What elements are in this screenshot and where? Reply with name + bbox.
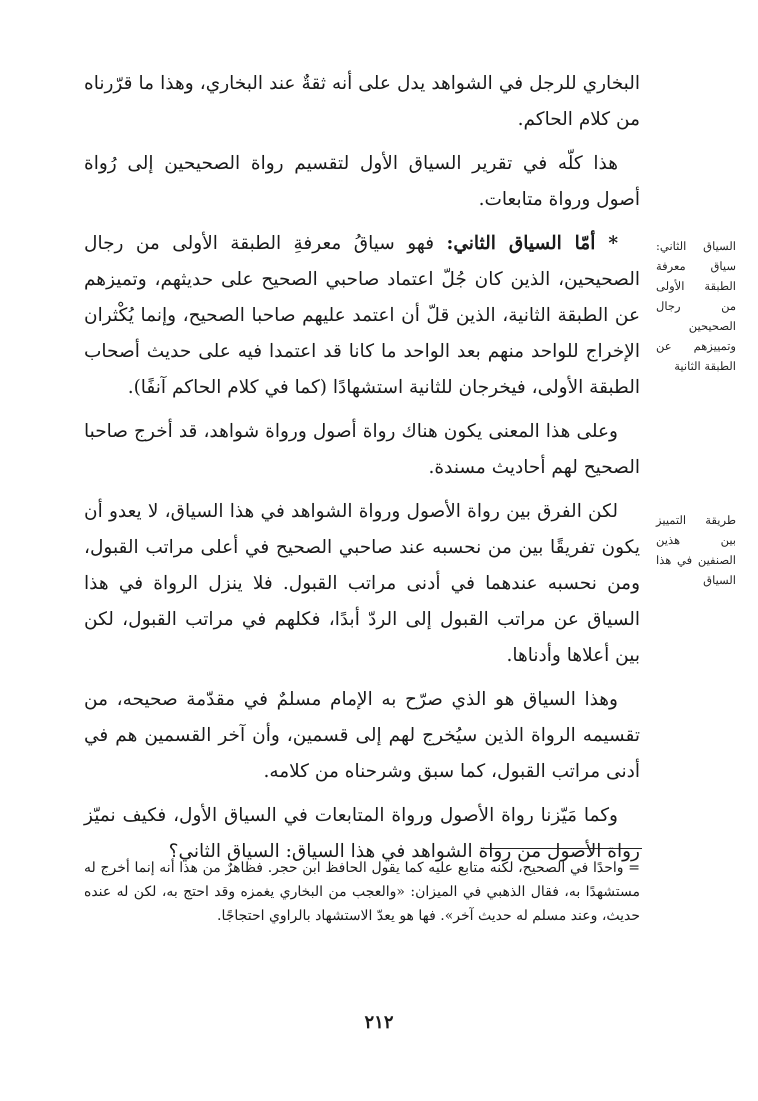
main-text (84, 66, 640, 878)
paragraph-7: وكما مَيّزنا رواة الأصول ورواة المتابعات في السياق الأول، فكيف نميّز رواة الأصول من رواة الشواهد في هذا السياق: السياق الثاني؟ (84, 805, 640, 862)
footnote (84, 856, 640, 928)
margin-note-2: طريقة التمييز بين هذين الصنفين في هذا السياق (656, 513, 736, 587)
footnote-text: = واحدًا في الصحيح، لكنه متابع عليه كما يقول الحافظ ابن حجر. فظاهرٌ من هذا أنه إنما أخرج له مستشهدًا به، فقال الذهبي في الميزان: «والعجب من البخاري يغمزه وقد احتج به، لكن له عنده حديث، وعند مسلم له حديث آخر». فها هو يعدّ الاستشهاد بالراوي احتجاجًا. (84, 860, 640, 924)
page-number: ٢١٢ (364, 1012, 394, 1033)
paragraph-3 (84, 226, 640, 406)
margin-note-1: السياق الثاني: سياق معرفة الطبقة الأولى من رجال الصحيحين وتمييزهم عن الطبقة الثانية (656, 239, 736, 373)
paragraph-2: هذا كلّه في تقرير السياق الأول لتقسيم رواة الصحيحين إلى رُواة أصول ورواة متابعات. (84, 153, 640, 210)
paragraph-5: لكن الفرق بين رواة الأصول ورواة الشواهد في هذا السياق، لا يعدو أن يكون تفريقًا بين من نحسبه عند صاحبي الصحيح في أعلى مراتب القبول، ومن نحسبه عندهما في أدنى مراتب القبول. فلا ينزل الرواة في هذا السياق عن مراتب القبول إلى الردّ أبدًا، فكلهم في مراتب القبول، لكن بين أعلاها وأدناها. (84, 501, 640, 666)
paragraph-1: البخاري للرجل في الشواهد يدل على أنه ثقةٌ عند البخاري، وهذا ما قرّرناه من كلام الحاكم. (84, 73, 640, 130)
paragraph-6: وهذا السياق هو الذي صرّح به الإمام مسلمٌ في مقدّمة صحيحه، من تقسيمه الرواة الذين سيُخرج لهم إلى قسمين، وأن آخر القسمين هم في أدنى مراتب القبول، كما سبق وشرحناه من كلامه. (84, 689, 640, 782)
paragraph-4: وعلى هذا المعنى يكون هناك رواة أصول ورواة شواهد، قد أخرج صاحبا الصحيح لهم أحاديث مسندة. (84, 421, 640, 478)
paragraph-3-body: فهو سياقُ معرفةِ الطبقة الأولى من رجال الصحيحين، الذين كان جُلّ اعتماد صاحبي الصحيح على حديثهم، وتميزهم عن الطبقة الثانية، الذين قلّ أن اعتمد عليهم صاحبا الصحيح، وإنما يُكْثران الإخراج للواحد منهم بعد الواحد ما كانا قد اعتمدا فيه على حديث أصحاب الطبقة الأولى، فيخرجان للثانية استشهادًا (كما في كلام الحاكم آنفًا). (84, 233, 640, 398)
footnote-divider (482, 848, 642, 849)
paragraph-3-lead: * أمّا السياق الثاني: (446, 233, 618, 254)
